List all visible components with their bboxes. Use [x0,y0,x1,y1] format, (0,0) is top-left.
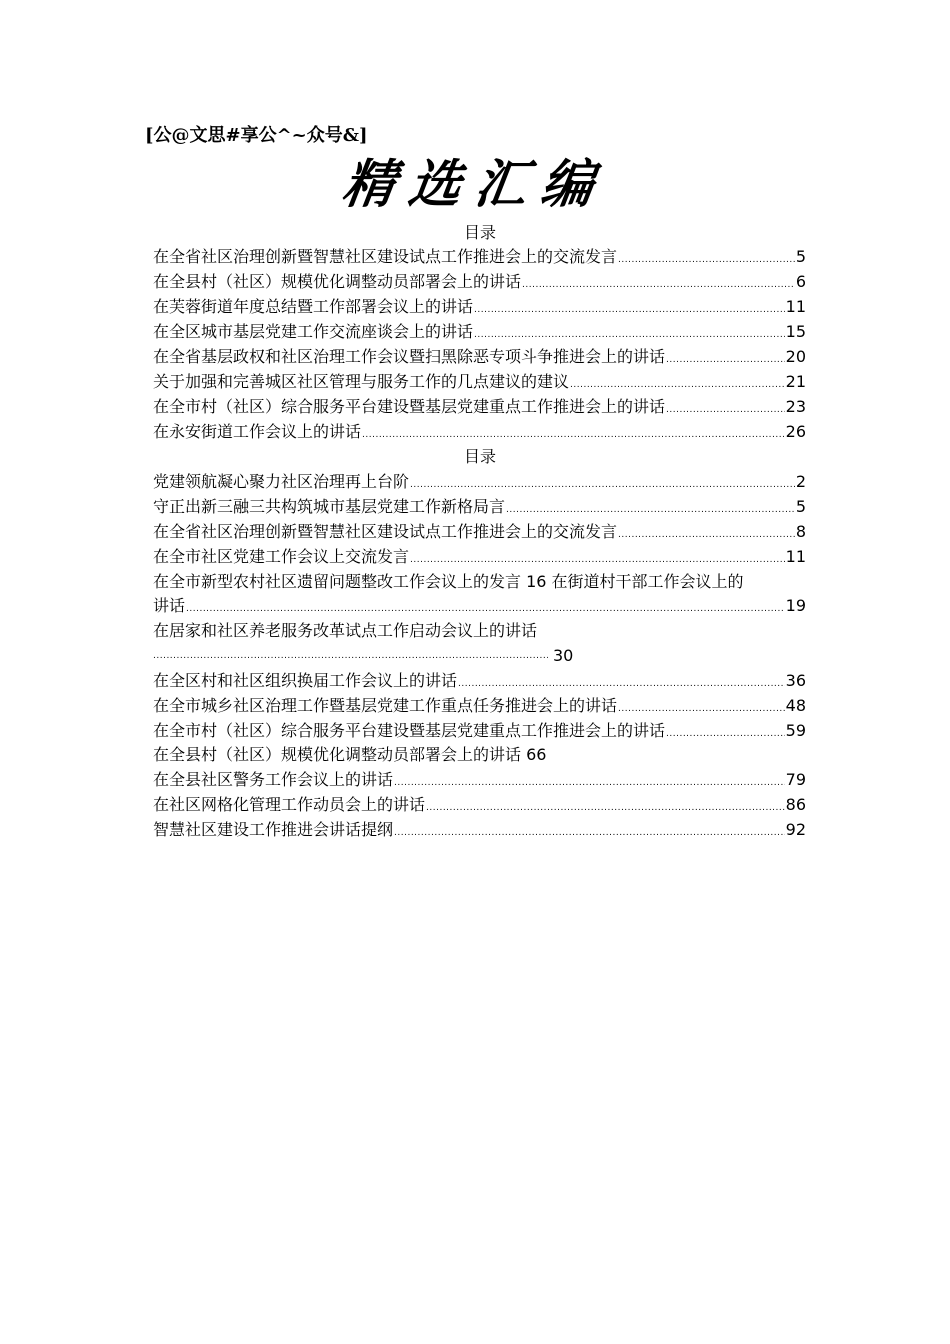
toc-entry[interactable] [153,770,806,793]
toc-entry-title: 守正出新三融三共构筑城市基层党建工作新格局言 [153,497,506,516]
toc-entry-title: 在全区村和社区组织换届工作会议上的讲话 [153,671,458,690]
toc-wrapped-line[interactable]: 在全市新型农村社区遗留问题整改工作会议上的发言 16 在街道村干部工作会议上的 [153,572,744,591]
toc-entry-title: 在芙蓉街道年度总结暨工作部署会议上的讲话 [153,297,474,316]
dot-leader [666,724,785,744]
toc-heading-1: 目录 [463,223,496,242]
toc-entry[interactable] [153,397,806,420]
toc-entry-page: 11 [785,547,806,566]
dot-leader [506,500,795,520]
dot-leader [153,646,548,666]
toc-entry[interactable] [153,422,806,445]
toc-entry-title: 在全省社区治理创新暨智慧社区建设试点工作推进会上的交流发言 [153,522,618,541]
toc-entry-page: 59 [785,721,806,740]
dot-leader [394,773,785,793]
toc-entry-page: 20 [785,347,806,366]
toc-entry[interactable] [153,297,806,320]
toc-entry[interactable] [153,347,806,370]
dot-leader [618,699,785,719]
toc-entry-page: 5 [795,497,806,516]
dot-leader [570,375,785,395]
toc-entry-page: 30 [553,646,574,665]
toc-entry[interactable] [153,247,806,270]
toc-entry[interactable] [153,721,806,744]
dot-leader [394,823,785,843]
toc-entry-page: 6 [795,272,806,291]
dot-leader [410,550,785,570]
toc-plain-line[interactable]: 在全县村（社区）规模优化调整动员部署会上的讲话 66 [153,745,547,764]
toc-entry-title: 在永安街道工作会议上的讲话 [153,422,362,441]
dot-leader [474,300,785,320]
toc-entry-title: 智慧社区建设工作推进会讲话提纲 [153,820,394,839]
toc-entry[interactable] [153,522,806,545]
toc-entry-page: 86 [785,795,806,814]
dot-leader [522,275,795,295]
toc-entry-title: 在全省基层政权和社区治理工作会议暨扫黑除恶专项斗争推进会上的讲话 [153,347,666,366]
toc-entry[interactable] [153,497,806,520]
toc-entry-title: 在全市村（社区）综合服务平台建设暨基层党建重点工作推进会上的讲话 [153,397,666,416]
dot-leader [410,475,795,495]
toc-entry-title: 在全县社区警务工作会议上的讲话 [153,770,394,789]
toc-entry[interactable] [153,696,806,719]
toc-entry-title: 在全市村（社区）综合服务平台建设暨基层党建重点工作推进会上的讲话 [153,721,666,740]
toc-entry-title: 在全区城市基层党建工作交流座谈会上的讲话 [153,322,474,341]
toc-entry-page: 21 [785,372,806,391]
toc-entry-page: 15 [785,322,806,341]
toc-entry-page: 8 [795,522,806,541]
toc-entry-page: 19 [785,596,806,615]
dot-leader [666,350,785,370]
dot-leader [458,674,785,694]
dot-leader [666,400,785,420]
toc-entry[interactable] [153,671,806,694]
toc-entry[interactable] [153,372,806,395]
toc-entry-title: 在全县村（社区）规模优化调整动员部署会上的讲话 [153,272,522,291]
toc-entry-page: 2 [795,472,806,491]
toc-entry-title: 在全市社区党建工作会议上交流发言 [153,547,410,566]
toc-entry-page: 92 [785,820,806,839]
toc-entry-page: 26 [785,422,806,441]
toc-entry-page: 48 [785,696,806,715]
dot-leader [618,525,795,545]
toc-entry-page: 23 [785,397,806,416]
toc-entry-title: 讲话 [153,596,186,615]
toc-entry[interactable] [153,820,806,843]
dot-leader [186,599,785,619]
toc-loose-title[interactable]: 在居家和社区养老服务改革试点工作启动会议上的讲话 [153,621,538,640]
toc-entry-page: 5 [795,247,806,266]
dot-leader [474,325,785,345]
dot-leader [618,250,795,270]
big-title: 精选汇编 [338,154,612,215]
toc-entry[interactable] [153,795,806,818]
dot-leader [362,425,785,445]
toc-entry[interactable] [153,322,806,345]
toc-heading-2: 目录 [463,447,496,466]
toc-entry-page: 11 [785,297,806,316]
toc-entry[interactable] [153,472,806,495]
toc-entry-title: 在社区网格化管理工作动员会上的讲话 [153,795,426,814]
toc-entry-page: 79 [785,770,806,789]
toc-entry[interactable] [153,547,806,570]
toc-entry[interactable] [153,272,806,295]
header-line: [公@文思#享公^~众号&] [145,125,368,146]
toc-entry-title: 在全市城乡社区治理工作暨基层党建工作重点任务推进会上的讲话 [153,696,618,715]
toc-entry[interactable] [153,596,806,619]
toc-entry-title: 关于加强和完善城区社区管理与服务工作的几点建议的建议 [153,372,570,391]
toc-entry-title: 党建领航凝心聚力社区治理再上台阶 [153,472,410,491]
toc-entry-title: 在全省社区治理创新暨智慧社区建设试点工作推进会上的交流发言 [153,247,618,266]
dot-leader [426,798,785,818]
toc-entry-page: 36 [785,671,806,690]
